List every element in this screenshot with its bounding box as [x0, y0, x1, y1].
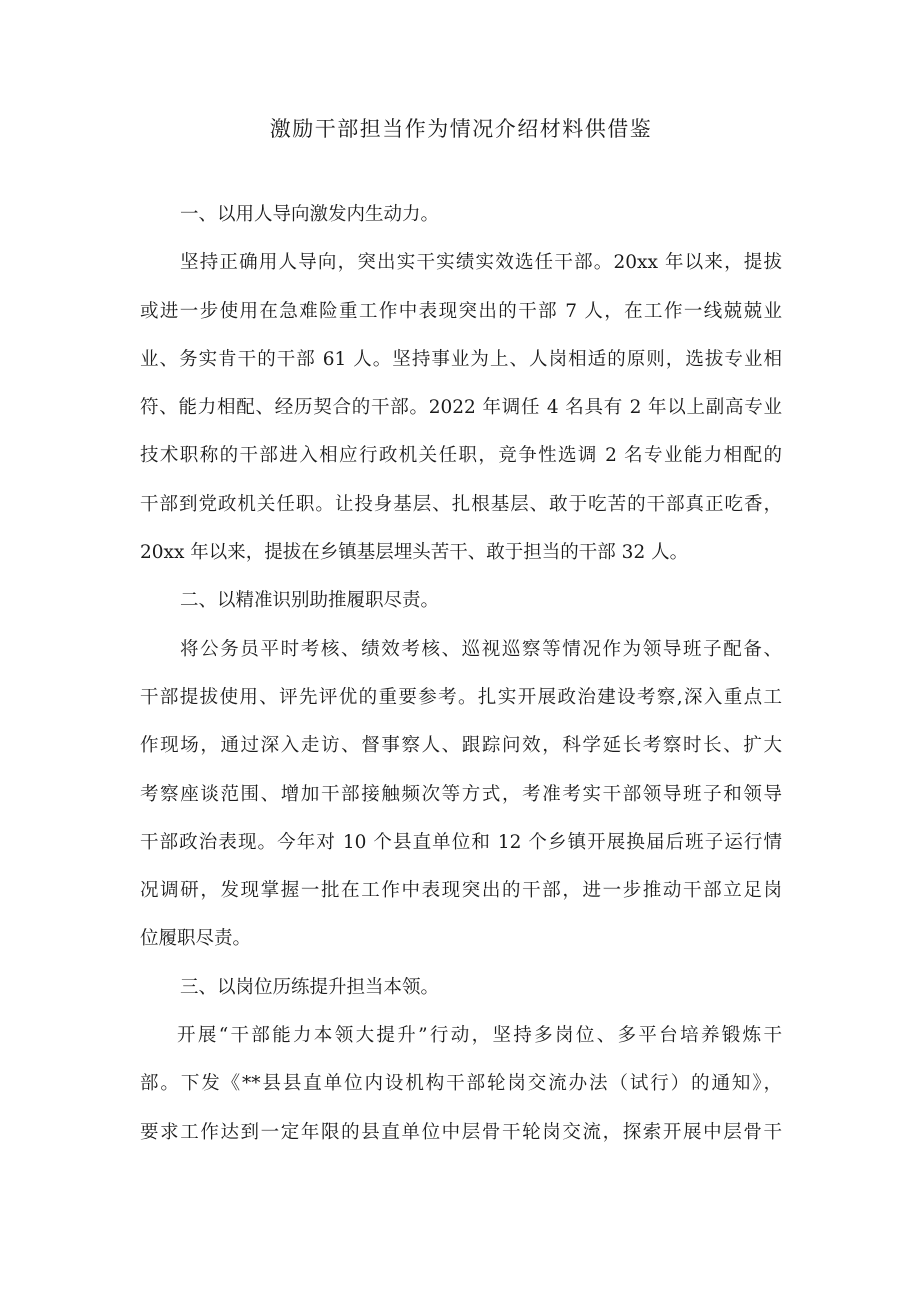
paragraph-line: 位履职尽责。	[140, 928, 252, 950]
paragraph-line: 技术职称的干部进入相应行政机关任职，竞争性选调 2 名专业能力相配的	[140, 445, 782, 467]
paragraph-line: 开展“干部能力本领大提升”行动，坚持多岗位、多平台培养锻炼干	[177, 1025, 782, 1047]
paragraph-line: 况调研，发现掌握一批在工作中表现突出的干部，进一步推动干部立足岗	[140, 880, 782, 902]
paragraph-line: 坚持正确用人导向，突出实干实绩实效选任干部。20xx 年以来，提拔	[180, 252, 782, 274]
section-heading-3: 三、以岗位历练提升担当本领。	[180, 976, 440, 998]
paragraph-line: 干部到党政机关任职。让投身基层、扎根基层、敢于吃苦的干部真正吃香，	[140, 493, 782, 515]
paragraph-line: 符、能力相配、经历契合的干部。2022 年调任 4 名具有 2 年以上副高专业	[140, 397, 782, 419]
paragraph-line: 要求工作达到一定年限的县直单位中层骨干轮岗交流，探索开展中层骨干	[140, 1121, 782, 1143]
paragraph-line: 干部政治表现。今年对 10 个县直单位和 12 个乡镇开展换届后班子运行情	[140, 831, 782, 853]
paragraph-line: 作现场，通过深入走访、督事察人、跟踪问效，科学延长考察时长、扩大	[140, 735, 782, 757]
document-title: 激励干部担当作为情况介绍材料供借鉴	[269, 117, 653, 141]
paragraph-line: 20xx 年以来，提拔在乡镇基层埋头苦干、敢于担当的干部 32 人。	[140, 542, 689, 564]
section-heading-1: 一、以用人导向激发内生动力。	[180, 204, 440, 225]
section-heading-2: 二、以精准识别助推履职尽责。	[180, 590, 440, 612]
paragraph-line: 或进一步使用在急难险重工作中表现突出的干部 7 人，在工作一线兢兢业	[140, 300, 782, 322]
document-body	[140, 200, 782, 1166]
paragraph-line: 考察座谈范围、增加干部接触频次等方式，考准考实干部领导班子和领导	[140, 783, 782, 805]
paragraph-line: 干部提拔使用、评先评优的重要参考。扎实开展政治建设考察,深入重点工	[140, 686, 782, 708]
paragraph-line: 部。下发《**县县直单位内设机构干部轮岗交流办法（试行）的通知》，	[140, 1073, 782, 1095]
paragraph-line: 将公务员平时考核、绩效考核、巡视巡察等情况作为领导班子配备、	[180, 638, 782, 660]
paragraph-line: 业、务实肯干的干部 61 人。坚持事业为上、人岗相适的原则，选拔专业相	[140, 348, 782, 370]
